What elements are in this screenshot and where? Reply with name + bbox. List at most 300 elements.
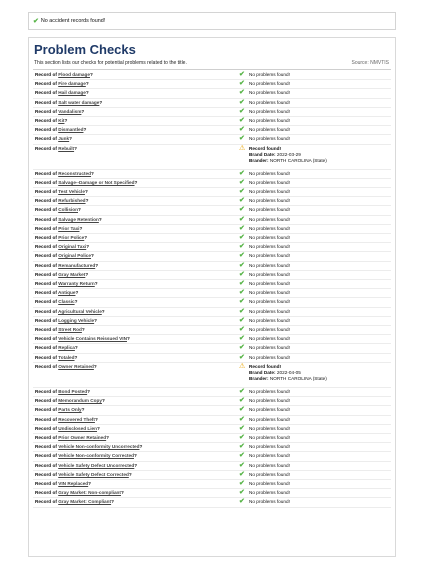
problem-check-row bbox=[33, 425, 391, 434]
check-term-link[interactable]: Remanufactured bbox=[58, 262, 96, 268]
check-label bbox=[33, 452, 239, 460]
question-mark: ? bbox=[79, 225, 83, 231]
check-prefix: Record of bbox=[35, 398, 57, 404]
brand-date-label: Brand Date: bbox=[249, 151, 276, 157]
result-text: No problems found! bbox=[249, 317, 290, 323]
check-result bbox=[239, 126, 391, 134]
check-prefix: Record of bbox=[35, 225, 57, 231]
question-mark: ? bbox=[93, 363, 97, 369]
result-text: No problems found! bbox=[249, 462, 290, 468]
check-label bbox=[33, 308, 239, 316]
check-term-link[interactable]: Undisclosed Lien bbox=[58, 425, 98, 431]
question-mark: ? bbox=[81, 327, 85, 333]
check-icon: ✔ bbox=[239, 489, 245, 497]
check-result bbox=[239, 489, 391, 497]
check-label bbox=[33, 344, 239, 352]
check-result bbox=[239, 135, 391, 143]
check-prefix: Record of bbox=[35, 388, 57, 394]
check-result bbox=[239, 388, 391, 396]
check-term-link[interactable]: Collision bbox=[58, 207, 78, 213]
check-prefix: Record of bbox=[35, 299, 57, 305]
check-icon: ✔ bbox=[239, 461, 245, 469]
check-label bbox=[33, 99, 239, 107]
check-prefix: Record of bbox=[35, 118, 57, 124]
question-mark: ? bbox=[86, 244, 90, 250]
check-icon: ✔ bbox=[239, 406, 245, 414]
brander-label: Brander: bbox=[249, 158, 269, 164]
check-icon: ✔ bbox=[239, 197, 245, 205]
check-label bbox=[33, 252, 239, 260]
check-result bbox=[239, 170, 391, 178]
result-text: No problems found! bbox=[249, 118, 290, 124]
question-mark: ? bbox=[69, 136, 73, 142]
problem-check-row bbox=[33, 489, 391, 498]
check-icon: ✔ bbox=[239, 135, 245, 143]
check-term-link[interactable]: Owner Retained bbox=[58, 363, 94, 369]
check-prefix: Record of bbox=[35, 327, 57, 333]
check-label bbox=[33, 363, 239, 387]
problem-check-row bbox=[33, 354, 391, 363]
check-icon: ✔ bbox=[239, 224, 245, 232]
check-icon: ✔ bbox=[239, 71, 245, 78]
check-term-link[interactable]: Prior Taxi bbox=[58, 225, 80, 231]
check-term-link[interactable]: Gray Market: Compliant bbox=[58, 499, 112, 505]
check-icon: ✔ bbox=[239, 107, 245, 115]
brander-value: NORTH CAROLINA (State) bbox=[269, 158, 327, 164]
question-mark: ? bbox=[91, 253, 94, 259]
result-text: No problems found! bbox=[249, 81, 290, 87]
check-prefix: Record of bbox=[35, 253, 57, 259]
check-result bbox=[239, 363, 391, 387]
problem-check-row bbox=[33, 225, 391, 234]
check-prefix: Record of bbox=[35, 480, 57, 486]
result-text: No problems found! bbox=[249, 407, 290, 413]
check-term-link[interactable]: Warranty Return bbox=[58, 281, 95, 287]
problem-check-row bbox=[33, 397, 391, 406]
check-label bbox=[33, 216, 239, 224]
check-prefix: Record of bbox=[35, 345, 57, 351]
question-mark: ? bbox=[64, 118, 68, 124]
result-text: No problems found! bbox=[249, 490, 290, 496]
result-text: No problems found! bbox=[249, 235, 290, 241]
problem-check-row bbox=[33, 480, 391, 489]
check-label bbox=[33, 188, 239, 196]
question-mark: ? bbox=[89, 72, 93, 77]
check-term-link[interactable]: Salvage Retention bbox=[58, 216, 99, 222]
check-result bbox=[239, 188, 391, 196]
check-term-link[interactable]: Street Rod bbox=[58, 327, 82, 333]
check-term-link[interactable]: Totaled bbox=[58, 354, 75, 360]
check-term-link[interactable]: Original Police bbox=[58, 253, 92, 259]
check-result bbox=[239, 335, 391, 343]
check-result bbox=[239, 145, 391, 169]
check-icon: ✔ bbox=[239, 98, 245, 106]
check-result bbox=[239, 480, 391, 488]
check-result bbox=[239, 452, 391, 460]
check-result bbox=[239, 280, 391, 288]
problem-check-row bbox=[33, 271, 391, 280]
result-text: No problems found! bbox=[249, 207, 290, 213]
question-mark: ? bbox=[87, 388, 90, 394]
problem-check-row bbox=[33, 80, 391, 89]
question-mark: ? bbox=[94, 416, 98, 422]
check-term-link[interactable]: Prior Owner Retained bbox=[58, 434, 107, 440]
question-mark: ? bbox=[126, 336, 130, 342]
problem-check-row bbox=[33, 498, 391, 507]
check-prefix: Record of bbox=[35, 453, 57, 459]
question-mark: ? bbox=[101, 308, 105, 314]
check-prefix: Record of bbox=[35, 72, 57, 77]
problem-check-row bbox=[33, 280, 391, 289]
check-prefix: Record of bbox=[35, 244, 57, 250]
check-icon: ✔ bbox=[239, 433, 245, 441]
check-term-link[interactable]: Salvage--Damage or Not Specified bbox=[58, 179, 135, 185]
check-result bbox=[239, 434, 391, 442]
check-term-link[interactable]: Vehicle Safety Defect Corrected bbox=[58, 471, 129, 477]
check-label bbox=[33, 425, 239, 433]
problem-checks-list bbox=[33, 71, 391, 508]
check-prefix: Record of bbox=[35, 363, 57, 369]
question-mark: ? bbox=[74, 299, 78, 305]
question-mark: ? bbox=[134, 462, 138, 468]
result-text: No problems found! bbox=[249, 425, 290, 431]
check-label bbox=[33, 434, 239, 442]
check-prefix: Record of bbox=[35, 336, 57, 342]
question-mark: ? bbox=[81, 407, 85, 413]
check-result bbox=[239, 262, 391, 270]
check-result bbox=[239, 206, 391, 214]
problem-check-row bbox=[33, 89, 391, 98]
question-mark: ? bbox=[91, 170, 94, 176]
brander-value: NORTH CAROLINA (State) bbox=[269, 376, 327, 382]
check-icon: ✔ bbox=[239, 206, 245, 214]
check-term-link[interactable]: Parts Only bbox=[58, 407, 82, 413]
check-prefix: Record of bbox=[35, 170, 57, 176]
check-icon: ✔ bbox=[239, 178, 245, 186]
check-label bbox=[33, 462, 239, 470]
record-found-text: Record found! bbox=[249, 145, 282, 151]
question-mark: ? bbox=[134, 179, 138, 185]
check-prefix: Record of bbox=[35, 290, 57, 296]
check-prefix: Record of bbox=[35, 207, 57, 213]
question-mark: ? bbox=[83, 127, 87, 133]
check-result bbox=[239, 289, 391, 297]
check-label bbox=[33, 416, 239, 424]
check-prefix: Record of bbox=[35, 216, 57, 222]
check-prefix: Record of bbox=[35, 235, 57, 241]
problem-checks-section bbox=[28, 37, 396, 557]
brand-date-value: 2022-03-29 bbox=[276, 151, 301, 157]
check-result bbox=[239, 326, 391, 334]
check-icon: ✔ bbox=[239, 80, 245, 88]
problem-check-row bbox=[33, 289, 391, 298]
question-mark: ? bbox=[94, 281, 98, 287]
question-mark: ? bbox=[88, 480, 92, 486]
check-label bbox=[33, 298, 239, 306]
question-mark: ? bbox=[74, 145, 77, 151]
problem-check-row bbox=[33, 179, 391, 188]
result-text: No problems found! bbox=[249, 216, 290, 222]
record-found-text: Record found! bbox=[249, 363, 282, 369]
check-icon: ✔ bbox=[239, 424, 245, 432]
check-label bbox=[33, 108, 239, 116]
check-prefix: Record of bbox=[35, 271, 57, 277]
question-mark: ? bbox=[81, 108, 85, 114]
check-icon: ✔ bbox=[239, 443, 245, 451]
check-result bbox=[239, 243, 391, 251]
question-mark: ? bbox=[111, 499, 114, 505]
result-text: No problems found! bbox=[249, 299, 290, 305]
problem-check-row bbox=[33, 117, 391, 126]
check-term-link[interactable]: Antique bbox=[58, 290, 76, 296]
result-text: No problems found! bbox=[249, 189, 290, 195]
section-title: Problem Checks bbox=[34, 42, 136, 57]
check-prefix: Record of bbox=[35, 444, 57, 450]
problem-check-row bbox=[33, 317, 391, 326]
check-term-link[interactable]: VIN Replaced bbox=[58, 480, 89, 486]
result-text: No problems found! bbox=[249, 90, 290, 96]
check-term-link[interactable]: Original Taxi bbox=[58, 244, 87, 250]
result-text: No problems found! bbox=[249, 327, 290, 333]
result-text: No problems found! bbox=[249, 290, 290, 296]
check-prefix: Record of bbox=[35, 490, 57, 496]
check-icon: ✔ bbox=[239, 387, 245, 395]
check-term-link[interactable]: Dismantled bbox=[58, 127, 84, 133]
check-term-link[interactable]: Vehicle Safety Defect Uncorrected bbox=[58, 462, 135, 468]
check-label bbox=[33, 289, 239, 297]
check-term-link[interactable]: Gray Market: Non-compliant bbox=[58, 490, 121, 496]
check-prefix: Record of bbox=[35, 354, 57, 360]
check-term-link[interactable]: Kit bbox=[58, 118, 65, 124]
problem-check-row bbox=[33, 363, 391, 388]
check-label bbox=[33, 480, 239, 488]
check-prefix: Record of bbox=[35, 127, 57, 133]
check-label bbox=[33, 170, 239, 178]
problem-check-row bbox=[33, 262, 391, 271]
check-prefix: Record of bbox=[35, 81, 57, 87]
check-label bbox=[33, 71, 239, 79]
problem-check-row bbox=[33, 406, 391, 415]
result-text: No problems found! bbox=[249, 262, 290, 268]
check-result bbox=[239, 406, 391, 414]
problem-check-row bbox=[33, 434, 391, 443]
check-result bbox=[239, 179, 391, 187]
check-term-link[interactable]: Reconstructed bbox=[58, 170, 92, 176]
check-prefix: Record of bbox=[35, 416, 57, 422]
problem-check-row bbox=[33, 145, 391, 170]
check-label bbox=[33, 80, 239, 88]
warning-icon: ⚠ bbox=[239, 362, 246, 370]
question-mark: ? bbox=[84, 189, 88, 195]
check-result bbox=[239, 308, 391, 316]
result-text: No problems found! bbox=[249, 388, 290, 394]
question-mark: ? bbox=[120, 490, 124, 496]
check-label bbox=[33, 89, 239, 97]
check-label bbox=[33, 234, 239, 242]
question-mark: ? bbox=[75, 290, 79, 296]
result-text: No problems found! bbox=[249, 354, 290, 360]
result-text: No problems found! bbox=[249, 416, 290, 422]
question-mark: ? bbox=[94, 317, 98, 323]
result-text: No problems found! bbox=[249, 225, 290, 231]
result-text: No problems found! bbox=[249, 198, 290, 204]
check-result bbox=[239, 234, 391, 242]
check-label bbox=[33, 397, 239, 405]
check-result bbox=[239, 317, 391, 325]
check-label bbox=[33, 326, 239, 334]
check-label bbox=[33, 145, 239, 169]
check-icon: ✔ bbox=[239, 298, 245, 306]
problem-check-row bbox=[33, 308, 391, 317]
check-prefix: Record of bbox=[35, 425, 57, 431]
check-prefix: Record of bbox=[35, 308, 57, 314]
question-mark: ? bbox=[85, 271, 89, 277]
question-mark: ? bbox=[101, 398, 105, 404]
check-result bbox=[239, 71, 391, 79]
check-icon: ✔ bbox=[239, 344, 245, 352]
check-term-link[interactable]: Agricultural Vehicle bbox=[58, 308, 102, 314]
check-label bbox=[33, 406, 239, 414]
result-text: No problems found! bbox=[249, 99, 290, 105]
check-term-link[interactable]: Prior Police bbox=[58, 235, 85, 241]
check-result bbox=[239, 397, 391, 405]
check-label bbox=[33, 135, 239, 143]
problem-check-row bbox=[33, 234, 391, 243]
result-text: No problems found! bbox=[249, 108, 290, 114]
question-mark: ? bbox=[74, 354, 78, 360]
divider bbox=[33, 69, 391, 70]
result-text: No problems found! bbox=[249, 179, 290, 185]
check-icon: ✔ bbox=[33, 17, 39, 25]
check-term-link[interactable]: Test Vehicle bbox=[58, 189, 85, 195]
check-label bbox=[33, 262, 239, 270]
check-icon: ✔ bbox=[239, 234, 245, 242]
check-prefix: Record of bbox=[35, 99, 57, 105]
check-label bbox=[33, 471, 239, 479]
check-prefix: Record of bbox=[35, 145, 57, 151]
problem-check-row bbox=[33, 206, 391, 215]
check-label bbox=[33, 280, 239, 288]
problem-check-row bbox=[33, 252, 391, 261]
check-icon: ✔ bbox=[239, 89, 245, 97]
check-term-link[interactable]: Bond Posted bbox=[58, 388, 88, 394]
check-prefix: Record of bbox=[35, 189, 57, 195]
question-mark: ? bbox=[95, 262, 99, 268]
check-result bbox=[239, 117, 391, 125]
check-term-link[interactable]: Gray Market bbox=[58, 271, 86, 277]
check-icon: ✔ bbox=[239, 470, 245, 478]
check-icon: ✔ bbox=[239, 243, 245, 251]
check-label bbox=[33, 126, 239, 134]
check-icon: ✔ bbox=[239, 270, 245, 278]
problem-check-row bbox=[33, 326, 391, 335]
problem-check-row bbox=[33, 298, 391, 307]
check-icon: ✔ bbox=[239, 415, 245, 423]
check-term-link[interactable]: Recovered Theft bbox=[58, 416, 95, 422]
problem-check-row bbox=[33, 126, 391, 135]
check-result bbox=[239, 197, 391, 205]
problem-check-row bbox=[33, 452, 391, 461]
question-mark: ? bbox=[128, 471, 132, 477]
result-text: No problems found! bbox=[249, 434, 290, 440]
result-text: No problems found! bbox=[249, 345, 290, 351]
check-result bbox=[239, 344, 391, 352]
check-term-link[interactable]: Vehicle Contains Reissued VIN bbox=[58, 336, 127, 342]
check-label bbox=[33, 225, 239, 233]
check-term-link[interactable]: Hail damage bbox=[58, 90, 86, 96]
problem-check-row bbox=[33, 335, 391, 344]
problem-check-row bbox=[33, 71, 391, 80]
check-term-link[interactable]: Vehicle Non-conformity Corrected bbox=[58, 453, 134, 459]
question-mark: ? bbox=[74, 345, 78, 351]
check-label bbox=[33, 271, 239, 279]
brander-label: Brander: bbox=[249, 376, 269, 382]
result-text: No problems found! bbox=[249, 336, 290, 342]
check-icon: ✔ bbox=[239, 280, 245, 288]
check-term-link[interactable]: Salt water damage bbox=[58, 99, 100, 105]
check-term-link[interactable]: Vehicle Non-conformity Uncorrected bbox=[58, 444, 140, 450]
check-prefix: Record of bbox=[35, 198, 57, 204]
check-term-link[interactable]: Refurbished bbox=[58, 198, 86, 204]
result-text: No problems found! bbox=[249, 271, 290, 277]
result-text: No problems found! bbox=[249, 127, 290, 133]
check-label bbox=[33, 206, 239, 214]
check-term-link[interactable]: Replica bbox=[58, 345, 75, 351]
check-icon: ✔ bbox=[239, 126, 245, 134]
check-prefix: Record of bbox=[35, 471, 57, 477]
check-term-link[interactable]: Flood damage bbox=[58, 72, 90, 77]
problem-check-row bbox=[33, 188, 391, 197]
check-term-link[interactable]: Logging Vehicle bbox=[58, 317, 95, 323]
check-term-link[interactable]: Junk bbox=[58, 136, 70, 142]
check-icon: ✔ bbox=[239, 397, 245, 405]
check-label bbox=[33, 335, 239, 343]
problem-check-row bbox=[33, 471, 391, 480]
check-label bbox=[33, 354, 239, 362]
check-result bbox=[239, 298, 391, 306]
result-text: No problems found! bbox=[249, 281, 290, 287]
result-text: No problems found! bbox=[249, 499, 290, 505]
question-mark: ? bbox=[85, 198, 89, 204]
check-term-link[interactable]: Classic bbox=[58, 299, 75, 305]
question-mark: ? bbox=[98, 216, 102, 222]
check-prefix: Record of bbox=[35, 136, 57, 142]
check-result bbox=[239, 443, 391, 451]
check-result bbox=[239, 225, 391, 233]
check-icon: ✔ bbox=[239, 316, 245, 324]
brand-date-value: 2022-04-05 bbox=[276, 370, 301, 376]
check-icon: ✔ bbox=[239, 335, 245, 343]
check-result bbox=[239, 80, 391, 88]
question-mark: ? bbox=[106, 434, 110, 440]
check-term-link[interactable]: Vandalism bbox=[58, 108, 82, 114]
check-term-link[interactable]: Memorandum Copy bbox=[58, 398, 102, 404]
check-label bbox=[33, 489, 239, 497]
question-mark: ? bbox=[84, 235, 88, 241]
check-result bbox=[239, 99, 391, 107]
check-icon: ✔ bbox=[239, 252, 245, 260]
check-term-link[interactable]: Fire damage bbox=[58, 81, 86, 87]
question-mark: ? bbox=[99, 99, 103, 105]
check-term-link[interactable]: Rebuilt bbox=[58, 145, 75, 151]
check-label bbox=[33, 117, 239, 125]
check-icon: ✔ bbox=[239, 188, 245, 196]
result-text: No problems found! bbox=[249, 398, 290, 404]
check-icon: ✔ bbox=[239, 452, 245, 460]
check-icon: ✔ bbox=[239, 479, 245, 487]
problem-check-row bbox=[33, 135, 391, 144]
check-result bbox=[239, 354, 391, 362]
